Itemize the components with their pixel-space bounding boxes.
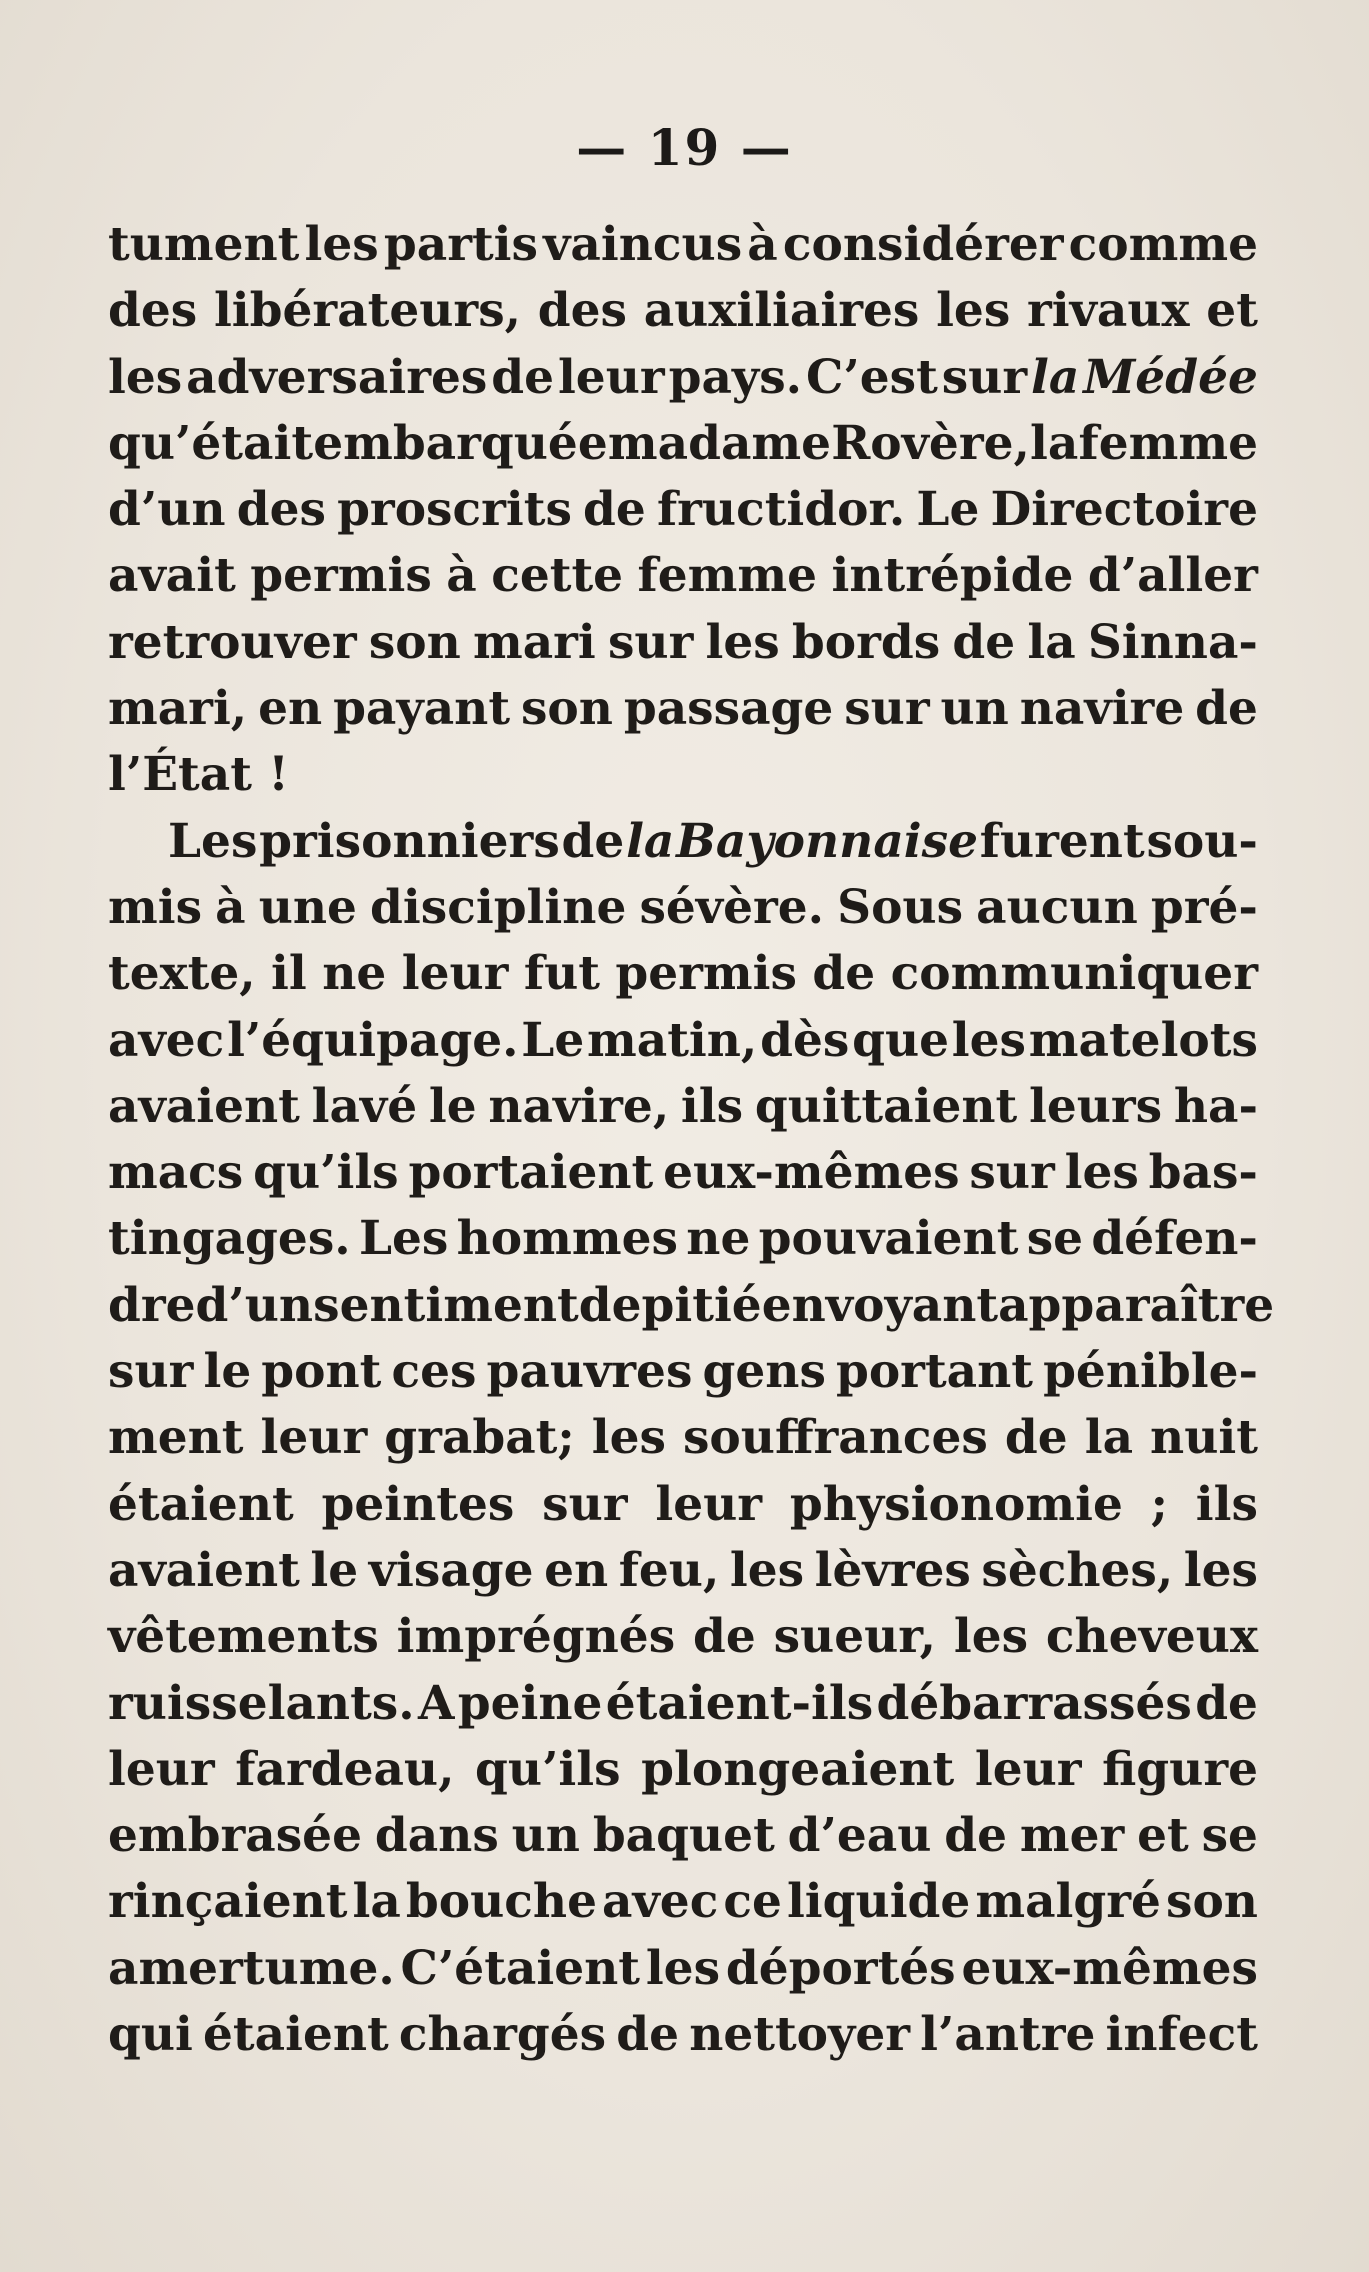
word: un: [940, 681, 1009, 737]
word: ne: [686, 1211, 751, 1267]
word: sou-: [1146, 813, 1258, 869]
word: la: [352, 1874, 401, 1930]
text-line: [108, 676, 1258, 742]
text-line: [108, 610, 1258, 676]
text-line: [108, 1008, 1258, 1074]
word: se: [1201, 1808, 1258, 1864]
word: vaincus: [543, 217, 743, 272]
body-text: [108, 212, 1275, 2068]
word: en: [761, 1277, 826, 1333]
word: peintes: [321, 1476, 515, 1532]
word: ment: [108, 1410, 244, 1466]
word: un: [511, 1808, 580, 1864]
word: et: [1137, 1808, 1189, 1864]
word: cette: [491, 548, 624, 604]
word: Le: [916, 482, 980, 538]
text-line: [108, 1869, 1258, 1935]
text-line: [108, 1405, 1258, 1471]
text-line: [108, 1671, 1258, 1737]
word: permis: [250, 548, 432, 604]
word: son: [368, 614, 461, 670]
page-number: — 19 —: [576, 118, 793, 177]
word: feu,: [618, 1542, 720, 1598]
text-line: [108, 1936, 1258, 2002]
word: Directoire: [990, 482, 1258, 538]
word: cheveux: [1045, 1609, 1258, 1665]
word: sur: [542, 1476, 628, 1532]
word: avaient: [108, 1078, 300, 1134]
text-line: [108, 1206, 1258, 1272]
word: leur: [974, 1741, 1082, 1797]
word: payant: [333, 681, 511, 737]
italic-word: la: [626, 813, 675, 869]
word: la: [1084, 1410, 1134, 1466]
word: apparaître: [998, 1277, 1275, 1333]
text-line: [108, 809, 1258, 875]
word: malgré: [975, 1874, 1161, 1930]
word: de: [1195, 1675, 1258, 1731]
word: bas-: [1148, 1145, 1258, 1201]
word: pré-: [1150, 879, 1258, 935]
word: fardeau,: [235, 1741, 455, 1797]
word: partis: [383, 217, 538, 272]
word: intrépide: [831, 548, 1074, 604]
word: ne: [322, 946, 387, 1002]
word: mer: [1019, 1808, 1125, 1864]
word: ils: [680, 1078, 744, 1134]
word: leur: [108, 1741, 215, 1797]
word: et: [1206, 283, 1258, 339]
text-line: [108, 212, 1258, 278]
word: étaient: [203, 2007, 389, 2063]
word: figure: [1102, 1741, 1258, 1797]
word: de: [692, 1609, 756, 1665]
word: à: [446, 548, 477, 604]
word: amertume.: [108, 1940, 395, 1996]
word: plongeaient: [641, 1741, 955, 1797]
word: sur: [607, 614, 694, 670]
word: embarquée: [313, 415, 608, 471]
word: portaient: [408, 1145, 654, 1201]
word: sur: [108, 1344, 194, 1400]
word: C’est: [805, 349, 938, 405]
word: matin,: [587, 1012, 758, 1068]
word: auxiliaires: [643, 283, 920, 339]
word: leur: [655, 1476, 763, 1532]
text-line: [108, 543, 1258, 609]
word: les: [705, 614, 780, 670]
text-line: [108, 742, 1258, 808]
word: le: [310, 1542, 359, 1598]
text-line-content: l’État !: [108, 747, 289, 803]
word: lavé: [311, 1078, 418, 1134]
word: défen-: [1091, 1211, 1258, 1267]
word: ha-: [1173, 1078, 1258, 1134]
word: ils: [1195, 1476, 1258, 1532]
word: pont: [261, 1344, 382, 1400]
word: qui: [108, 2007, 193, 2063]
word: proscrits: [337, 482, 572, 538]
word: étaient: [108, 1476, 294, 1532]
word: son: [1166, 1874, 1258, 1930]
word: sur: [844, 681, 930, 737]
text-line: [108, 875, 1258, 941]
word: d’aller: [1087, 548, 1258, 604]
word: d’eau: [787, 1808, 932, 1864]
word: ce: [723, 1874, 782, 1930]
word: Sous: [837, 879, 964, 935]
word: fut: [523, 946, 600, 1002]
word: permis: [615, 946, 797, 1002]
text-line: [108, 1074, 1258, 1140]
word: à: [747, 217, 778, 272]
word: le: [203, 1344, 252, 1400]
word: de: [812, 946, 876, 1002]
word: imprégnés: [396, 1609, 676, 1665]
word: tument: [108, 217, 300, 272]
word: comme: [1068, 217, 1258, 272]
word: fructidor.: [656, 482, 906, 538]
word: les: [953, 1609, 1029, 1665]
text-line: [108, 345, 1258, 411]
word: pénible-: [1043, 1344, 1258, 1400]
word: rivaux: [1027, 283, 1190, 339]
word: navire,: [488, 1078, 670, 1134]
word: étaient-ils: [605, 1675, 874, 1731]
word: nuit: [1150, 1410, 1258, 1466]
word: sur: [969, 1145, 1055, 1201]
word: prisonniers: [259, 813, 560, 869]
italic-word: la: [1031, 349, 1080, 405]
word: l’antre: [920, 2007, 1096, 2063]
word: de: [952, 614, 1016, 670]
word: les: [1183, 1542, 1258, 1598]
word: les: [108, 349, 183, 405]
word: de: [491, 349, 555, 405]
word: des: [108, 283, 198, 339]
text-line: [108, 1604, 1258, 1670]
word: les: [936, 283, 1011, 339]
word: considérer: [782, 217, 1064, 272]
word: mis: [108, 879, 203, 935]
word: mari: [472, 614, 596, 670]
word: tingages.: [108, 1211, 351, 1267]
word: infect: [1105, 2007, 1258, 2063]
word: leur: [557, 349, 665, 405]
word: hommes: [456, 1211, 678, 1267]
word: Le: [521, 1012, 585, 1068]
word: Sinna-: [1087, 614, 1258, 670]
word: Les: [358, 1211, 449, 1267]
word: liquide: [786, 1874, 971, 1930]
word: portant: [835, 1344, 1033, 1400]
word: pauvres: [486, 1344, 693, 1400]
word: leur: [401, 946, 509, 1002]
word: avec: [602, 1874, 719, 1930]
word: mari,: [108, 681, 248, 737]
word: gens: [702, 1344, 826, 1400]
word: leur: [260, 1410, 368, 1466]
word: sèches,: [981, 1542, 1174, 1598]
word: une: [258, 879, 357, 935]
word: les: [729, 1542, 805, 1598]
word: souffrances: [682, 1410, 988, 1466]
word: retrouver: [108, 614, 357, 670]
word: discipline: [370, 879, 627, 935]
word: physionomie: [789, 1476, 1123, 1532]
word: de: [1004, 1410, 1068, 1466]
word: eux-mêmes: [663, 1145, 960, 1201]
word: ces: [391, 1344, 477, 1400]
word: dès: [760, 1012, 850, 1068]
word: visage: [368, 1542, 534, 1598]
word: A: [417, 1675, 455, 1731]
word: pitié: [641, 1277, 762, 1333]
word: rinçaient: [108, 1874, 348, 1930]
word: nettoyer: [689, 2007, 911, 2063]
word: les: [304, 217, 379, 272]
word: passage: [623, 681, 834, 737]
word: de: [1195, 681, 1258, 737]
word: aucun: [976, 879, 1138, 935]
word: ;: [1150, 1476, 1168, 1532]
word: qu’ils: [253, 1145, 399, 1201]
word: matelots: [1028, 1012, 1258, 1068]
word: pays.: [668, 349, 803, 405]
word: des: [537, 283, 627, 339]
word: dans: [374, 1808, 499, 1864]
word: avait: [108, 548, 236, 604]
word: de: [583, 482, 646, 538]
word: les: [951, 1012, 1026, 1068]
text-line: [108, 1273, 1275, 1339]
word: baquet: [592, 1808, 775, 1864]
word: sur: [941, 349, 1028, 405]
word: grabat;: [384, 1410, 575, 1466]
word: les: [1064, 1145, 1139, 1201]
word: il: [271, 946, 307, 1002]
word: femme: [1078, 415, 1258, 471]
word: voyant: [825, 1277, 999, 1333]
word: libérateurs,: [213, 283, 522, 339]
word: madame: [607, 415, 832, 471]
word: sévère.: [639, 879, 825, 935]
word: vêtements: [108, 1609, 379, 1665]
text-line: [108, 1339, 1258, 1405]
word: sentiment: [313, 1277, 579, 1333]
word: quittaient: [754, 1078, 1018, 1134]
word: eux-mêmes: [961, 1940, 1258, 1996]
word: ruisselants.: [108, 1675, 415, 1731]
word: dre: [108, 1277, 196, 1333]
text-line: [108, 1803, 1258, 1869]
word: débarrassés: [876, 1675, 1192, 1731]
word: lèvres: [814, 1542, 971, 1598]
word: navire: [1019, 681, 1185, 737]
word: son: [520, 681, 613, 737]
word: chargés: [398, 2007, 607, 2063]
word: furent: [979, 813, 1145, 869]
text-line: [108, 1737, 1258, 1803]
word: la: [1027, 614, 1076, 670]
word: l’équipage.: [227, 1012, 519, 1068]
italic-word: Bayonnaise: [676, 813, 978, 869]
word: communiquer: [890, 946, 1258, 1002]
word: qu’ils: [475, 1741, 621, 1797]
word: avec: [108, 1012, 225, 1068]
text-line: [108, 2002, 1258, 2068]
word: Les: [168, 813, 258, 869]
word: sueur,: [773, 1609, 937, 1665]
word: des: [236, 482, 326, 538]
word: les: [591, 1410, 666, 1466]
text-line: [108, 941, 1258, 1007]
word: en: [544, 1542, 609, 1598]
word: embrasée: [108, 1808, 362, 1864]
word: bords: [791, 614, 941, 670]
text-line: [108, 411, 1258, 477]
text-line: [108, 1472, 1258, 1538]
word: adversaires: [186, 349, 488, 405]
word: C’étaient: [400, 1940, 641, 1996]
word: texte,: [108, 946, 256, 1002]
text-line: [108, 1538, 1258, 1604]
word: pouvaient: [758, 1211, 1019, 1267]
word: Rovère,: [831, 415, 1030, 471]
word: de: [561, 813, 625, 869]
word: peine: [457, 1675, 603, 1731]
word: bouche: [405, 1874, 597, 1930]
word: les: [645, 1940, 721, 1996]
word: macs: [108, 1145, 244, 1201]
word: d’un: [195, 1277, 314, 1333]
word: de: [616, 2007, 680, 2063]
word: la: [1030, 415, 1079, 471]
word: que: [852, 1012, 950, 1068]
word: se: [1026, 1211, 1084, 1267]
italic-word: Médée: [1083, 349, 1258, 405]
word: de: [578, 1277, 642, 1333]
word: le: [428, 1078, 477, 1134]
word: d’un: [108, 482, 226, 538]
word: avaient: [108, 1542, 300, 1598]
word: leurs: [1028, 1078, 1163, 1134]
word: en: [258, 681, 323, 737]
word: à: [215, 879, 246, 935]
word: de: [944, 1808, 1008, 1864]
word: femme: [637, 548, 818, 604]
text-line: [108, 477, 1258, 543]
word: qu’était: [108, 415, 314, 471]
text-line: [108, 278, 1258, 344]
text-line: [108, 1140, 1258, 1206]
word: déportés: [725, 1940, 956, 1996]
